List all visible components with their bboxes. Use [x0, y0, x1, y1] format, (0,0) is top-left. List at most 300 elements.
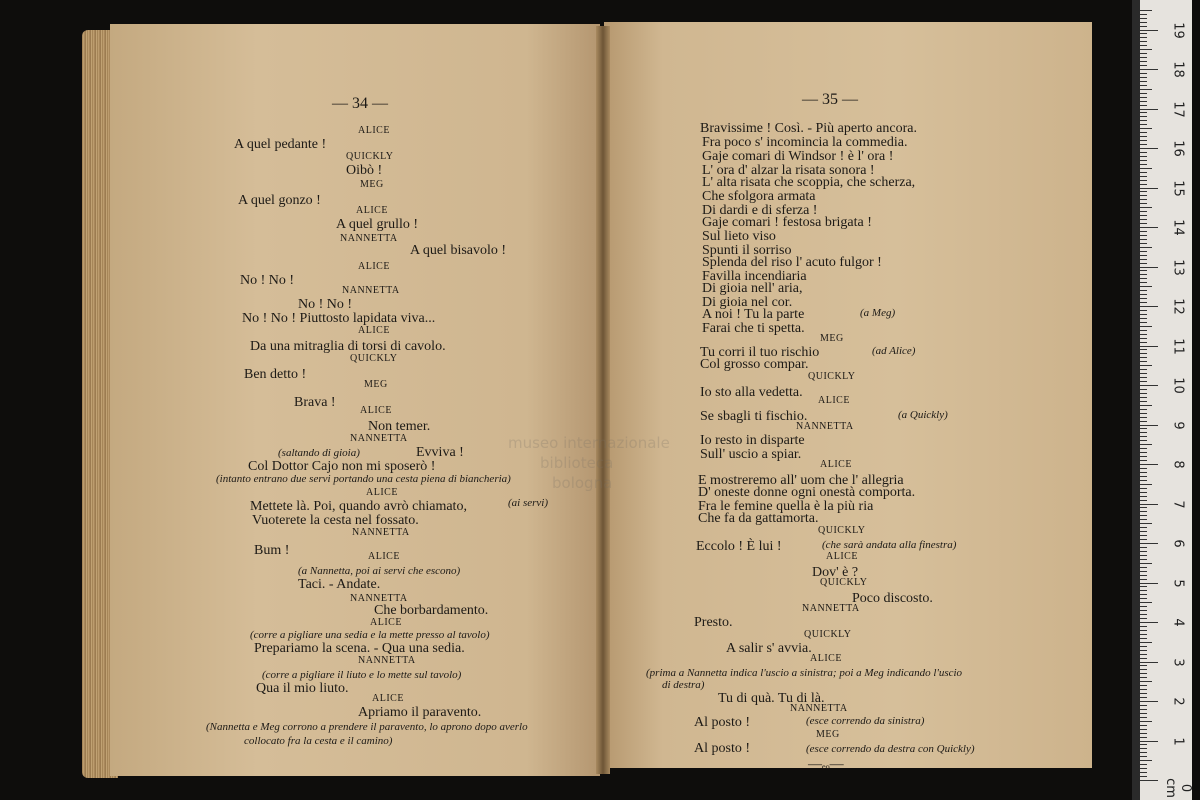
ruler-tick — [1140, 472, 1147, 473]
verse-line: Al posto ! — [694, 715, 750, 730]
ruler-tick — [1140, 563, 1152, 564]
ruler-tick — [1140, 464, 1158, 465]
ruler-tick — [1140, 610, 1147, 611]
ruler-tick — [1140, 318, 1147, 319]
ruler-tick — [1140, 97, 1147, 98]
ruler-tick — [1140, 630, 1147, 631]
ruler-tick — [1140, 314, 1147, 315]
ruler-tick — [1140, 235, 1147, 236]
verse-line: Qua il mio liuto. — [256, 681, 349, 696]
character-name: QUICKLY — [808, 371, 856, 382]
ruler-tick — [1140, 484, 1152, 485]
ruler-tick — [1140, 207, 1152, 208]
ruler-tick — [1140, 614, 1147, 615]
verse-line: L' ora d' alzar la risata sonora ! — [702, 163, 875, 178]
character-name: MEG — [820, 333, 844, 344]
ruler-tick — [1140, 105, 1147, 106]
stage-direction: (ai servi) — [508, 497, 549, 509]
ruler-tick — [1140, 365, 1152, 366]
ruler-tick — [1140, 559, 1147, 560]
ruler-label: 7 — [1170, 499, 1186, 509]
ruler-tick — [1140, 590, 1147, 591]
verse-line: Al posto ! — [694, 741, 750, 756]
ruler-tick — [1140, 571, 1147, 572]
ruler-label: 4 — [1170, 618, 1186, 627]
ruler-tick — [1140, 93, 1147, 94]
ruler-tick — [1140, 602, 1152, 603]
verse-line: Vuoterete la cesta nel fossato. — [252, 513, 419, 528]
character-name: ALICE — [826, 551, 858, 562]
ruler-label: 8 — [1170, 460, 1186, 469]
ruler-tick — [1140, 496, 1147, 497]
ruler-tick — [1140, 199, 1147, 200]
ruler-tick — [1140, 81, 1147, 82]
watermark-line: biblioteca — [540, 454, 614, 472]
ruler-tick — [1140, 338, 1147, 339]
ruler-tick — [1140, 527, 1147, 528]
ruler-tick — [1140, 57, 1147, 58]
ruler-tick — [1140, 780, 1158, 781]
ruler-tick — [1140, 551, 1147, 552]
stage-direction: (a Nannetta, poi ai servi che escono) — [298, 565, 461, 577]
ruler-tick — [1140, 53, 1147, 54]
ruler-tick — [1140, 642, 1152, 643]
ruler-tick — [1140, 219, 1147, 220]
ruler-tick — [1140, 33, 1147, 34]
ruler-tick — [1140, 421, 1147, 422]
verse-line: Sull' uscio a spiar. — [700, 447, 802, 462]
ruler-tick — [1140, 507, 1147, 508]
ruler-tick — [1140, 243, 1147, 244]
ruler-tick — [1140, 286, 1152, 287]
ruler-tick — [1140, 500, 1147, 501]
ruler-tick — [1140, 476, 1147, 477]
stage-direction: di destra) — [662, 679, 705, 691]
ruler-tick — [1140, 152, 1147, 153]
ruler-tick — [1140, 721, 1152, 722]
ruler-tick — [1140, 353, 1147, 354]
ruler-tick — [1140, 14, 1147, 15]
ruler-tick — [1140, 164, 1147, 165]
ruler-tick — [1140, 160, 1147, 161]
ruler-tick — [1140, 425, 1158, 426]
ruler-tick — [1140, 195, 1147, 196]
ruler-tick — [1140, 231, 1147, 232]
character-name: ALICE — [366, 487, 398, 498]
ruler-label: 12 — [1170, 298, 1186, 315]
ruler-label: 0 cm — [1163, 778, 1193, 798]
character-name: NANNETTA — [358, 655, 416, 666]
ruler-tick — [1140, 744, 1147, 745]
verse-line: Col Dottor Cajo non mi sposerò ! — [248, 459, 436, 474]
ruler-tick — [1140, 342, 1147, 343]
ruler-tick — [1140, 452, 1147, 453]
verse-line: Gaje comari di Windsor ! è l' ora ! — [702, 149, 894, 164]
verse-line: A quel pedante ! — [234, 137, 327, 152]
ruler-tick — [1140, 713, 1147, 714]
stage-direction: (corre a pigliare il liuto e lo mette sul tavolo) — [262, 669, 462, 681]
ruler-tick — [1140, 685, 1147, 686]
verse-line: Che borbardamento. — [374, 603, 489, 618]
verse-line: Taci. - Andate. — [298, 577, 381, 592]
ruler-tick — [1140, 681, 1152, 682]
character-name: ALICE — [818, 395, 850, 406]
ruler-tick — [1140, 132, 1147, 133]
ruler-tick — [1140, 49, 1152, 50]
ruler-tick — [1140, 116, 1147, 117]
ruler-tick — [1140, 168, 1152, 169]
ruler-tick — [1140, 768, 1147, 769]
ruler-tick — [1140, 519, 1147, 520]
character-name: MEG — [360, 179, 384, 190]
ruler-tick — [1140, 144, 1147, 145]
ruler-tick — [1140, 298, 1147, 299]
ruler-label: 9 — [1170, 420, 1186, 430]
ruler-tick — [1140, 401, 1147, 402]
ruler-tick — [1140, 689, 1147, 690]
ruler-label: 17 — [1170, 100, 1186, 118]
verse-line: Brava ! — [294, 395, 336, 410]
ruler-tick — [1140, 594, 1147, 595]
ruler-label: 11 — [1170, 337, 1186, 355]
ruler-tick — [1140, 701, 1158, 702]
ruler-tick — [1140, 606, 1147, 607]
ruler-tick — [1140, 677, 1147, 678]
ruler-tick — [1140, 357, 1147, 358]
verse-line: Tu di quà. Tu di là. — [718, 691, 825, 706]
ruler-tick — [1140, 543, 1158, 544]
verse-line: Da una mitraglia di torsi di cavolo. — [250, 339, 446, 354]
ruler-tick — [1140, 263, 1147, 264]
character-name: MEG — [364, 379, 388, 390]
ruler-tick — [1140, 282, 1147, 283]
verse-line: Sul lieto viso — [702, 229, 776, 244]
ruler-tick — [1140, 488, 1147, 489]
measuring-ruler — [1140, 0, 1192, 800]
ruler-tick — [1140, 586, 1147, 587]
ruler-tick — [1140, 326, 1152, 327]
ruler-tick — [1140, 223, 1147, 224]
ruler-tick — [1140, 729, 1147, 730]
ruler-tick — [1140, 748, 1147, 749]
ruler-tick — [1140, 417, 1147, 418]
ruler-tick — [1140, 302, 1147, 303]
verse-line: Se sbagli ti fischio. — [700, 409, 808, 424]
ruler-tick — [1140, 30, 1158, 31]
ruler-tick — [1140, 705, 1147, 706]
ruler-tick — [1140, 211, 1147, 212]
character-name: NANNETTA — [352, 527, 410, 538]
verse-line: Che sfolgora armata — [702, 189, 816, 204]
verse-line: Bravissime ! Così. - Più aperto ancora. — [700, 121, 917, 136]
verse-line: Che fa da gattamorta. — [698, 511, 819, 526]
character-name: ALICE — [372, 693, 404, 704]
ruler-tick — [1140, 669, 1147, 670]
verse-line: A quel grullo ! — [336, 217, 419, 232]
ruler-label: 16 — [1170, 140, 1186, 157]
ruler-tick — [1140, 440, 1147, 441]
ruler-tick — [1140, 725, 1147, 726]
ruler-tick — [1140, 377, 1147, 378]
ruler-tick — [1140, 618, 1147, 619]
verse-line: Gaje comari ! festosa brigata ! — [702, 215, 872, 230]
ruler-tick — [1140, 306, 1158, 307]
verse-line: A quel gonzo ! — [238, 193, 321, 208]
verse-line: L' alta risata che scoppia, che scherza, — [702, 175, 916, 190]
ruler-label: 5 — [1170, 578, 1186, 588]
ruler-label: 1 — [1170, 736, 1186, 746]
ruler-tick — [1140, 184, 1147, 185]
ruler-tick — [1140, 136, 1147, 137]
ruler-tick — [1140, 73, 1147, 74]
ruler-tick — [1140, 539, 1147, 540]
ruler-tick — [1140, 456, 1147, 457]
ruler-tick — [1140, 180, 1147, 181]
ruler-tick — [1140, 638, 1147, 639]
ruler-tick — [1140, 697, 1147, 698]
ruler-tick — [1140, 101, 1147, 102]
ruler-tick — [1140, 480, 1147, 481]
stage-direction: (ad Alice) — [872, 345, 916, 357]
stage-direction: (saltando di gioia) — [278, 447, 360, 459]
ruler-tick — [1140, 176, 1147, 177]
character-name: NANNETTA — [340, 233, 398, 244]
verse-line: Mettete là. Poi, quando avrò chiamato, — [250, 499, 467, 514]
ruler-tick — [1140, 626, 1147, 627]
ruler-tick — [1140, 41, 1147, 42]
character-name: ALICE — [358, 325, 390, 336]
verse-line: Col grosso compar. — [700, 357, 809, 372]
ruler-tick — [1140, 89, 1152, 90]
stage-direction: (corre a pigliare una sedia e la mette presso al tavolo) — [250, 629, 490, 641]
ruler-tick — [1140, 523, 1152, 524]
ruler-tick — [1140, 346, 1158, 347]
watermark-line: bologna — [552, 474, 613, 492]
verse-line: Io sto alla vedetta. — [700, 385, 803, 400]
right-page-number: — 35 — — [802, 91, 858, 108]
verse-line: Bum ! — [254, 543, 290, 558]
verse-line: Spunti il sorriso — [702, 243, 792, 258]
verse-line: Fra le femine quella è la più ria — [698, 499, 874, 514]
character-name: NANNETTA — [350, 433, 408, 444]
ruler-tick — [1140, 504, 1158, 505]
ruler-tick — [1140, 290, 1147, 291]
ruler-tick — [1140, 444, 1152, 445]
ruler-tick — [1140, 448, 1147, 449]
book-gutter — [596, 26, 610, 774]
ruler-tick — [1140, 428, 1147, 429]
ruler-tick — [1140, 575, 1147, 576]
character-name: ALICE — [360, 405, 392, 416]
character-name: NANNETTA — [796, 421, 854, 432]
ruler-tick — [1140, 741, 1158, 742]
ruler-tick — [1140, 294, 1147, 295]
ruler-tick — [1140, 662, 1158, 663]
ruler-tick — [1140, 654, 1147, 655]
character-name: NANNETTA — [350, 593, 408, 604]
stage-direction: (a Meg) — [860, 307, 896, 319]
character-name: ALICE — [820, 459, 852, 470]
ruler-tick — [1140, 583, 1158, 584]
ruler-tick — [1140, 369, 1147, 370]
ruler-tick — [1140, 646, 1147, 647]
ruler-tick — [1140, 239, 1147, 240]
character-name: ALICE — [358, 261, 390, 272]
ruler-tick — [1140, 188, 1158, 189]
ruler-tick — [1140, 61, 1147, 62]
ruler-tick — [1140, 515, 1147, 516]
ruler-tick — [1140, 26, 1147, 27]
ruler-label: 15 — [1170, 179, 1186, 197]
ruler-tick — [1140, 322, 1147, 323]
ruler-tick — [1140, 397, 1147, 398]
stage-direction: (a Quickly) — [898, 409, 948, 421]
ruler-tick — [1140, 492, 1147, 493]
ruler-label: 14 — [1170, 219, 1186, 236]
ruler-tick — [1140, 535, 1147, 536]
ruler-tick — [1140, 622, 1158, 623]
ruler-tick — [1140, 85, 1147, 86]
character-name: ALICE — [356, 205, 388, 216]
left-page — [110, 24, 600, 776]
ruler-tick — [1140, 69, 1158, 70]
stage-direction: (intanto entrano due servi portando una cesta piena di biancheria) — [216, 473, 511, 485]
verse-line: Prepariamo la scena. - Qua una sedia. — [254, 641, 465, 656]
ruler-tick — [1140, 436, 1147, 437]
ruler-tick — [1140, 112, 1147, 113]
ruler-tick — [1140, 658, 1147, 659]
ruler-tick — [1140, 468, 1147, 469]
ruler-tick — [1140, 405, 1152, 406]
ruler-tick — [1140, 330, 1147, 331]
ruler-tick — [1140, 10, 1152, 11]
ruler-tick — [1140, 717, 1147, 718]
verse-line: Apriamo il paravento. — [358, 705, 482, 720]
verse-line: Non temer. — [368, 419, 431, 434]
ruler-tick — [1140, 511, 1147, 512]
ruler-tick — [1140, 191, 1147, 192]
ruler-tick — [1140, 650, 1147, 651]
stage-direction: (esce correndo da sinistra) — [806, 715, 925, 727]
verse-line: A quel bisavolo ! — [410, 243, 507, 258]
verse-line: Farai che ti spetta. — [702, 321, 805, 336]
ruler-tick — [1140, 432, 1147, 433]
ruler-tick — [1140, 460, 1147, 461]
ruler-tick — [1140, 737, 1147, 738]
ruler-tick — [1140, 227, 1158, 228]
verse-line: Poco discosto. — [852, 591, 933, 606]
left-page-number: — 34 — — [332, 95, 388, 112]
ruler-tick — [1140, 172, 1147, 173]
ruler-tick — [1140, 148, 1158, 149]
ruler-tick — [1140, 109, 1158, 110]
verse-line: Di gioia nell' aria, — [702, 281, 803, 296]
verse-line: Io resto in disparte — [700, 433, 805, 448]
ruler-tick — [1140, 381, 1147, 382]
ruler-tick — [1140, 598, 1147, 599]
verse-line: Dov' è ? — [812, 565, 859, 580]
stage-direction: (Nannetta e Meg corrono a prendere il paravento, lo aprono dopo averlo — [206, 721, 528, 733]
ruler-tick — [1140, 776, 1147, 777]
verse-line: Di dardi e di sferza ! — [702, 203, 818, 218]
verse-line: Oibò ! — [346, 163, 383, 178]
verse-line: Presto. — [694, 615, 733, 630]
ruler-tick — [1140, 270, 1147, 271]
ruler-label: 6 — [1170, 539, 1186, 548]
ruler-tick — [1140, 247, 1152, 248]
verse-line: Fra poco s' incomincia la commedia. — [702, 135, 908, 150]
character-name: NANNETTA — [790, 703, 848, 714]
ruler-tick — [1140, 764, 1147, 765]
verse-line: Ben detto ! — [244, 367, 307, 382]
stage-direction: (che sarà andata alla finestra) — [822, 539, 957, 551]
character-name: ALICE — [370, 617, 402, 628]
verse-line: A noi ! Tu la parte — [702, 307, 805, 322]
ruler-tick — [1140, 579, 1147, 580]
ruler-tick — [1140, 37, 1147, 38]
character-name: QUICKLY — [350, 353, 398, 364]
verse-line: Di gioia nel cor. — [702, 295, 793, 310]
ruler-label: 13 — [1170, 258, 1186, 276]
ruler-tick — [1140, 203, 1147, 204]
verse-line: E mostreremo all' uom che l' allegria — [698, 473, 904, 488]
ruler-label: 2 — [1170, 697, 1186, 706]
ruler-tick — [1140, 361, 1147, 362]
ruler-tick — [1140, 124, 1147, 125]
ruler-tick — [1140, 567, 1147, 568]
ruler-tick — [1140, 693, 1147, 694]
ruler-tick — [1140, 772, 1147, 773]
ruler-tick — [1140, 22, 1147, 23]
ruler-tick — [1140, 665, 1147, 666]
ruler-tick — [1140, 555, 1147, 556]
ruler-tick — [1140, 255, 1147, 256]
ruler-tick — [1140, 547, 1147, 548]
verse-line: No ! No ! — [298, 297, 353, 312]
stage-direction: collocato fra la cesta e il camino) — [244, 735, 393, 747]
ruler-tick — [1140, 45, 1147, 46]
ruler-label: 10 — [1170, 377, 1186, 394]
character-name: QUICKLY — [820, 577, 868, 588]
ruler-tick — [1140, 733, 1147, 734]
ruler-tick — [1140, 310, 1147, 311]
ruler-tick — [1140, 752, 1147, 753]
character-name: NANNETTA — [342, 285, 400, 296]
ruler-tick — [1140, 389, 1147, 390]
ruler-tick — [1140, 760, 1152, 761]
ruler-tick — [1140, 673, 1147, 674]
ruler-tick — [1140, 385, 1158, 386]
ruler-tick — [1140, 413, 1147, 414]
ruler-tick — [1140, 531, 1147, 532]
ruler-tick — [1140, 373, 1147, 374]
ruler-edge — [1132, 0, 1140, 800]
character-name: QUICKLY — [804, 629, 852, 640]
character-name: ALICE — [810, 653, 842, 664]
ruler-tick — [1140, 409, 1147, 410]
ruler-tick — [1140, 349, 1147, 350]
character-name: MEG — [816, 729, 840, 740]
ruler-tick — [1140, 65, 1147, 66]
verse-line: No ! No ! Piuttosto lapidata viva... — [242, 311, 436, 326]
verse-line: Splenda del riso l' acuto fulgor ! — [702, 255, 882, 270]
ruler-label: 18 — [1170, 61, 1186, 78]
character-name: NANNETTA — [802, 603, 860, 614]
ruler-tick — [1140, 77, 1147, 78]
verse-line: A salir s' avvia. — [726, 641, 812, 656]
character-name: QUICKLY — [346, 151, 394, 162]
watermark-line: museo internazionale — [508, 434, 670, 452]
